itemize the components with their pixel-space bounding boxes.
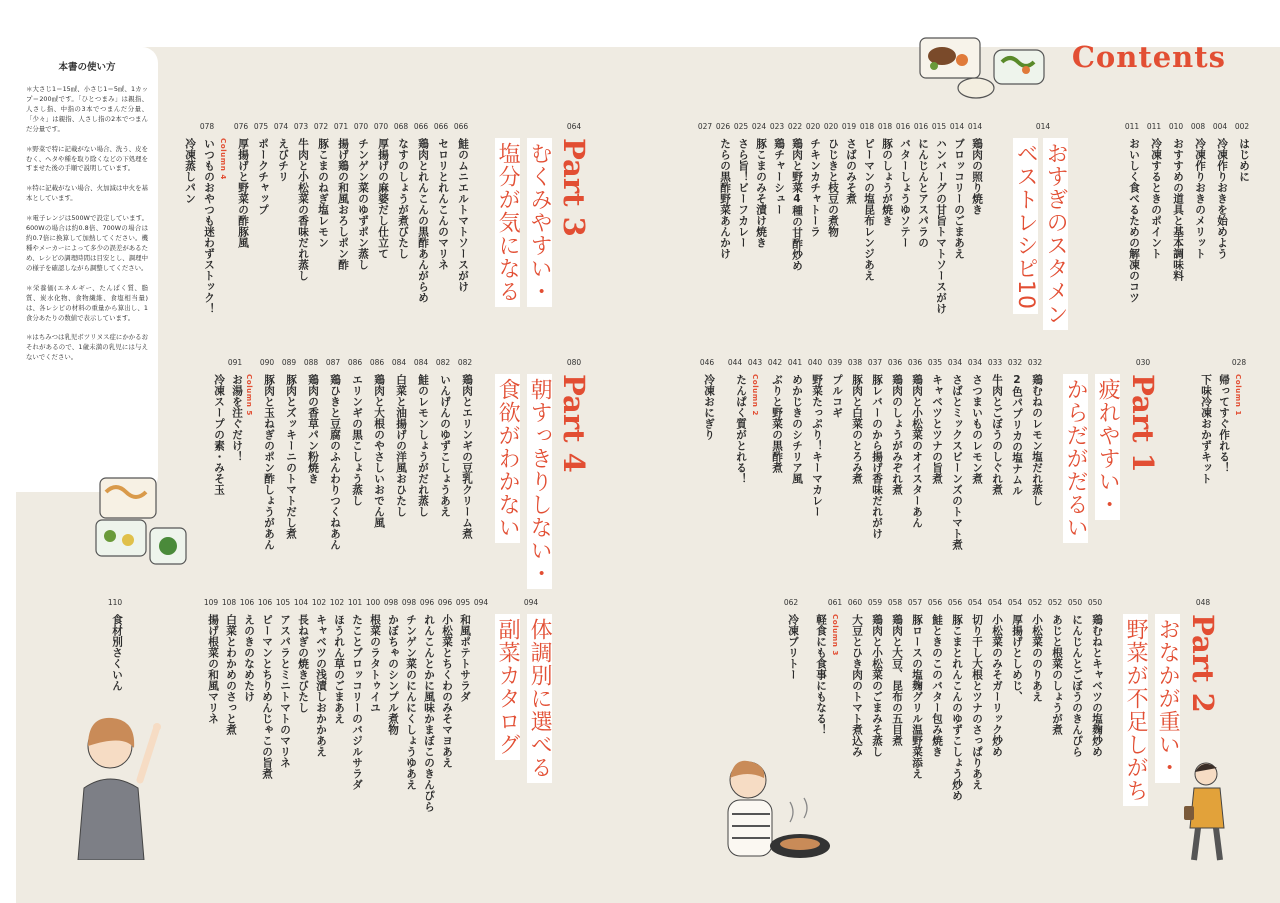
page-number: 014 xyxy=(949,122,965,131)
toc-entry[interactable]: 野菜たっぷり！キーマカレー xyxy=(811,374,823,517)
toc-entry[interactable]: 鶏肉とれんこんの黒酢あんがらめ xyxy=(417,138,429,303)
toc-entry[interactable]: にんじんとアスパラの xyxy=(917,138,929,248)
page-number: 011 xyxy=(1124,122,1140,131)
toc-entry[interactable]: えびチリ xyxy=(277,138,289,182)
usage-guide-item: ＊電子レンジは500Wで設定しています。600Wの場合は約0.8倍、700Wの場合は約0.7倍に換算して加熱してください。機種やメーカーによって多少の誤差があるため、レシピの調理時間は目安とし、調理中の様子を確認しながら調整してください。 xyxy=(26,214,148,272)
page-number: 056 xyxy=(947,598,963,607)
page-number: 104 xyxy=(293,598,309,607)
usage-guide-item: ＊特に記載がない場合、火加減は中火を基本としています。 xyxy=(26,184,148,203)
toc-entry[interactable]: かぼちゃのシンプル煮物 xyxy=(387,614,399,735)
toc-entry[interactable]: キャベツの浅漬しおかかあえ xyxy=(315,614,327,757)
toc-entry[interactable]: ひじきと枝豆の煮物 xyxy=(827,138,839,237)
part4-heading: 食欲がわかない xyxy=(495,374,520,543)
page-number: 060 xyxy=(847,598,863,607)
toc-entry[interactable]: たらの黒酢野菜あんかけ xyxy=(719,138,731,259)
part3-label: Part 3 xyxy=(557,138,591,237)
page-number: 078 xyxy=(199,122,215,131)
page-number: 026 xyxy=(715,122,731,131)
catalog-recipe-list xyxy=(107,598,489,838)
toc-entry[interactable]: 豚肉とズッキーニのトマトだし煮 xyxy=(285,374,297,539)
toc-entry[interactable]: 鶏肉と大豆、昆布の五目煮 xyxy=(891,614,903,746)
column-label: Column 4 xyxy=(219,138,228,180)
page-number: 098 xyxy=(383,598,399,607)
toc-entry[interactable]: いつものおやつも迷わずストック！ xyxy=(203,138,215,314)
toc-entry[interactable]: ピーマンとちりめんじゃこの旨煮 xyxy=(261,614,273,779)
page-number: 050 xyxy=(1067,598,1083,607)
part2-recipe-list xyxy=(776,598,1112,838)
part1-recipe-list xyxy=(690,358,1052,598)
toc-entry[interactable]: 冷凍蒸しパン xyxy=(184,138,196,204)
page-number: 023 xyxy=(769,122,785,131)
page-number: 061 xyxy=(827,598,843,607)
page-number: 016 xyxy=(913,122,929,131)
page-number: 059 xyxy=(867,598,883,607)
column-label: Column 3 xyxy=(831,614,840,656)
section-page-number: 014 xyxy=(1035,122,1051,131)
page-number: 087 xyxy=(325,358,341,367)
best-recipes-heading: ベストレシピ10 xyxy=(1013,138,1038,314)
page-number: 091 xyxy=(227,358,243,367)
page-number: 054 xyxy=(987,598,1003,607)
toc-entry[interactable]: 鮭のレモンしょうがだれ蒸し xyxy=(417,374,429,517)
toc-entry-index[interactable]: 食材別さくいん xyxy=(111,614,123,691)
page-number: 052 xyxy=(1027,598,1043,607)
part1-heading: からだがだるい xyxy=(1063,374,1088,543)
food-containers-illustration xyxy=(914,22,1052,106)
toc-entry[interactable]: 冷凍作りおきのメリット xyxy=(1194,138,1206,259)
toc-entry[interactable]: 鶏肉と小松菜のごまみそ蒸し xyxy=(871,614,883,757)
column-label: Column 5 xyxy=(245,374,254,416)
toc-entry[interactable]: 鶏むねとキャベツの塩麹炒め xyxy=(1091,614,1103,757)
toc-entry[interactable]: 和風ポテトサラダ xyxy=(459,614,471,702)
toc-entry[interactable]: 揚げ鶏の和風おろしポン酢 xyxy=(337,138,349,270)
toc-entry[interactable]: 豚肉と白菜のとろみ煮 xyxy=(851,374,863,484)
page-number: 004 xyxy=(1212,122,1228,131)
page-number: 032 xyxy=(1027,358,1043,367)
page-number: 002 xyxy=(1234,122,1250,131)
toc-entry[interactable]: ポークチャップ xyxy=(257,138,269,215)
toc-entry[interactable]: 根菜のラタトゥイユ xyxy=(369,614,381,713)
section-page-number: 080 xyxy=(566,358,582,367)
page-number: 105 xyxy=(275,598,291,607)
toc-entry[interactable]: 牛肉と小松菜の香味だれ蒸し xyxy=(297,138,309,281)
page-number: 102 xyxy=(329,598,345,607)
usage-guide-panel xyxy=(16,47,158,492)
page-number: 020 xyxy=(805,122,821,131)
toc-entry[interactable]: 冷凍おにぎり xyxy=(703,374,715,440)
page-number: 084 xyxy=(413,358,429,367)
page-number: 015 xyxy=(931,122,947,131)
page-number: 043 xyxy=(747,358,763,367)
page-number: 071 xyxy=(333,122,349,131)
page-number: 019 xyxy=(841,122,857,131)
page-number: 011 xyxy=(1146,122,1162,131)
toc-entry[interactable]: 鶏肉のしょうがみぞれ煮 xyxy=(891,374,903,495)
toc-entry[interactable]: 冷凍スープの素・みそ玉 xyxy=(213,374,225,495)
page-number: 042 xyxy=(767,358,783,367)
best-recipes-heading: おすぎのスタメン xyxy=(1043,138,1068,330)
page-number: 101 xyxy=(347,598,363,607)
toc-entry[interactable]: エリンギの黒こしょう蒸し xyxy=(351,374,363,506)
toc-entry[interactable]: 豚レバーのから揚げ香味だれがけ xyxy=(871,374,883,539)
toc-entry[interactable]: 揚げ根菜の和風マリネ xyxy=(207,614,219,724)
toc-entry[interactable]: 鮭のムニエルトマトソースがけ xyxy=(457,138,469,292)
page-number: 014 xyxy=(967,122,983,131)
toc-entry[interactable]: 鶏肉の香草パン粉焼き xyxy=(307,374,319,484)
toc-entry[interactable]: ほうれん草のごまあえ xyxy=(333,614,345,724)
page-number: 100 xyxy=(365,598,381,607)
toc-entry[interactable]: チンゲン菜のゆずポン蒸し xyxy=(357,138,369,270)
page-number: 018 xyxy=(877,122,893,131)
toc-entry[interactable]: さつまいものレモン煮 xyxy=(971,374,983,484)
part2-label: Part 2 xyxy=(1186,614,1220,713)
part4-label: Part 4 xyxy=(557,374,591,473)
page-number: 106 xyxy=(239,598,255,607)
page-number: 073 xyxy=(293,122,309,131)
toc-entry[interactable]: セロリとれんこんのマリネ xyxy=(437,138,449,270)
toc-entry[interactable]: 鶏肉とエリンギの豆乳クリーム煮 xyxy=(461,374,473,539)
part1-label: Part 1 xyxy=(1126,374,1160,473)
toc-entry[interactable]: 鶏肉の照り焼き xyxy=(971,138,983,215)
toc-entry[interactable]: チキンカチャトーラ xyxy=(809,138,821,237)
intro-section xyxy=(1115,122,1255,322)
page-number: 086 xyxy=(347,358,363,367)
page-number: 056 xyxy=(927,598,943,607)
usage-guide-title: 本書の使い方 xyxy=(58,62,116,73)
page-number: 110 xyxy=(107,598,123,607)
toc-entry[interactable]: えのきのなめたけ xyxy=(243,614,255,702)
page-number: 058 xyxy=(887,598,903,607)
page-number: 024 xyxy=(751,122,767,131)
page-number: 084 xyxy=(391,358,407,367)
toc-entry[interactable]: キャベツとツナの旨煮 xyxy=(931,374,943,484)
page-number: 088 xyxy=(303,358,319,367)
toc-entry[interactable]: 鶏むねのレモン塩だれ蒸し xyxy=(1031,374,1043,506)
part3-heading: むくみやすい・ xyxy=(527,138,552,307)
part1-heading: 疲れやすい・ xyxy=(1095,374,1120,520)
page-number: 022 xyxy=(787,122,803,131)
catalog-heading: 副菜カタログ xyxy=(495,614,520,760)
page-number: 108 xyxy=(221,598,237,607)
toc-entry[interactable]: 白菜と油揚げの洋風おひたし xyxy=(395,374,407,517)
toc-entry[interactable]: 厚揚げの麻婆だし仕立て xyxy=(377,138,389,259)
toc-entry[interactable]: めかじきのシチリア風 xyxy=(791,374,803,484)
toc-entry[interactable]: 鮭ときのこのバター包み焼き xyxy=(931,614,943,757)
page-number: 096 xyxy=(419,598,435,607)
part2-heading: おなかが重い・ xyxy=(1155,614,1180,783)
toc-entry[interactable]: ピーマンの塩昆布レンジあえ xyxy=(863,138,875,281)
page-number: 038 xyxy=(847,358,863,367)
page-number: 016 xyxy=(895,122,911,131)
section-page-number: 094 xyxy=(523,598,539,607)
page-number: 102 xyxy=(311,598,327,607)
toc-entry[interactable]: おいしく食べるための解凍のコツ xyxy=(1128,138,1140,303)
toc-entry[interactable]: 豚肉と玉ねぎのポン酢しょうがあん xyxy=(263,374,275,550)
page-number: 068 xyxy=(393,122,409,131)
toc-entry[interactable]: 小松菜のみそガーリック炒め xyxy=(991,614,1003,757)
toc-entry[interactable]: ブロッコリーのごまあえ xyxy=(953,138,965,259)
toc-entry[interactable]: バターしょうゆソテー xyxy=(899,138,911,248)
toc-entry[interactable]: いんげんのゆずこしょうあえ xyxy=(439,374,451,517)
page-number: 037 xyxy=(867,358,883,367)
toc-entry[interactable]: はじめに xyxy=(1238,138,1250,182)
page-number: 082 xyxy=(457,358,473,367)
page-number: 054 xyxy=(1007,598,1023,607)
toc-entry[interactable]: 切り干し大根とツナのさっぱりあえ xyxy=(971,614,983,790)
toc-entry[interactable]: 下味冷凍おかずキット xyxy=(1200,374,1212,484)
man-with-bag-illustration xyxy=(1182,760,1234,864)
page-number: 028 xyxy=(1231,358,1247,367)
page-number: 074 xyxy=(273,122,289,131)
page-number: 046 xyxy=(699,358,715,367)
page-number: 036 xyxy=(887,358,903,367)
toc-entry[interactable]: なすのしょうが煮びたし xyxy=(397,138,409,259)
toc-entry[interactable]: 豚こまのみそ漬け焼き xyxy=(755,138,767,248)
part4-recipe-list xyxy=(200,358,480,598)
toc-entry[interactable]: 小松菜とちくわのみそマヨあえ xyxy=(441,614,453,768)
page-number: 018 xyxy=(859,122,875,131)
toc-entry[interactable]: にんじんとごぼうのきんぴら xyxy=(1071,614,1083,757)
page-number: 052 xyxy=(1047,598,1063,607)
toc-entry[interactable]: 厚揚げと野菜の酢豚風 xyxy=(237,138,249,248)
toc-entry[interactable]: たことブロッコリーのバジルサラダ xyxy=(351,614,363,790)
part3-recipe-list xyxy=(164,122,474,362)
section-page-number: 048 xyxy=(1195,598,1211,607)
page-number: 008 xyxy=(1190,122,1206,131)
toc-entry[interactable]: 鶏肉と小松菜のオイスターあん xyxy=(911,374,923,528)
toc-entry[interactable]: アスパラとミニトマトのマリネ xyxy=(279,614,291,768)
part2-heading: 野菜が不足しがち xyxy=(1123,614,1148,806)
page-number: 039 xyxy=(827,358,843,367)
toc-entry[interactable]: 小松菜ののりあえ xyxy=(1031,614,1043,702)
toc-entry[interactable]: ハンバーグの甘旨トマトソースがけ xyxy=(935,138,947,314)
toc-entry[interactable]: 厚揚げとしめじ、 xyxy=(1011,614,1023,702)
toc-entry[interactable]: あじと根菜のしょうが煮 xyxy=(1051,614,1063,735)
toc-entry[interactable]: 鶏肉と大根のやさしいおでん風 xyxy=(373,374,385,528)
page-number: 089 xyxy=(281,358,297,367)
page-number: 072 xyxy=(313,122,329,131)
toc-entry[interactable]: れんこんとかに風味かまぼこのきんぴら xyxy=(423,614,435,812)
page-number: 057 xyxy=(907,598,923,607)
page-number: 027 xyxy=(697,122,713,131)
column-label: Column 2 xyxy=(751,374,760,416)
toc-entry[interactable]: 白菜とわかめのさっと煮 xyxy=(225,614,237,735)
toc-entry[interactable]: 帰ってすぐ作れる！ xyxy=(1218,374,1230,473)
page-number: 070 xyxy=(373,122,389,131)
toc-entry[interactable]: 牛肉とごぼうのしぐれ煮 xyxy=(991,374,1003,495)
page-number: 034 xyxy=(967,358,983,367)
section-page-number: 030 xyxy=(1135,358,1151,367)
page-number: 082 xyxy=(435,358,451,367)
page-number: 070 xyxy=(353,122,369,131)
toc-entry[interactable]: 冷凍作りおきを始めよう xyxy=(1216,138,1228,259)
column-label: Column 1 xyxy=(1234,374,1243,416)
toc-entry[interactable]: おすすめの道具と基本調味料 xyxy=(1172,138,1184,281)
toc-entry[interactable]: 鶏ひきと豆腐のふんわりつくねあん xyxy=(329,374,341,550)
part4-heading: 朝すっきりしない・ xyxy=(527,374,552,589)
page-number: 094 xyxy=(473,598,489,607)
page-number: 035 xyxy=(927,358,943,367)
usage-guide-item: ＊野菜で特に記載がない場合、洗う、皮をむく、ヘタや種を取り除くなどの下処理をすませた後の手順で説明しています。 xyxy=(26,144,148,173)
toc-entry[interactable]: プルコギ xyxy=(831,374,843,418)
section-page-number: 064 xyxy=(566,122,582,131)
page-number: 040 xyxy=(807,358,823,367)
toc-entry[interactable]: 軽食にも食事にもなる！ xyxy=(815,614,827,735)
page-number: 010 xyxy=(1168,122,1184,131)
page-number: 096 xyxy=(437,598,453,607)
toc-entry[interactable]: ぶりと野菜の黒酢煮 xyxy=(771,374,783,473)
page-number: 020 xyxy=(823,122,839,131)
toc-entry[interactable]: 豚こまとれんこんのゆずこしょう炒め xyxy=(951,614,963,801)
usage-guide-item: ＊はちみつは乳児ボツリヌス症にかかるおそれがあるので、1歳未満の乳児には与えないでください。 xyxy=(26,333,148,362)
page-number: 025 xyxy=(733,122,749,131)
page-number: 032 xyxy=(1007,358,1023,367)
meal-prep-containers-illustration xyxy=(92,470,192,570)
toc-entry[interactable]: お湯を注ぐだけ！ xyxy=(231,374,243,462)
contents-title: Contents xyxy=(1071,40,1226,74)
usage-guide-item: ＊栄養価(エネルギー、たんぱく質、脂質、炭水化物、食物繊維、食塩相当量)は、各レシピの材料の重量から算出し、1食分あたりの数値で表示しています。 xyxy=(26,283,148,322)
page-number: 066 xyxy=(413,122,429,131)
toc-entry[interactable]: 豚ロースの塩麹グリル温野菜添え xyxy=(911,614,923,779)
toc-entry[interactable]: 冷凍するときのポイント xyxy=(1150,138,1162,259)
page-number: 066 xyxy=(433,122,449,131)
toc-entry[interactable]: 鶏チャーシュー xyxy=(773,138,785,215)
page-number: 090 xyxy=(259,358,275,367)
page-number: 098 xyxy=(401,598,417,607)
catalog-heading: 体調別に選べる xyxy=(527,614,552,783)
page-number: 033 xyxy=(987,358,1003,367)
page-number: 109 xyxy=(203,598,219,607)
page-number: 062 xyxy=(783,598,799,607)
toc-entry[interactable]: チンゲン菜のにんにくしょうゆあえ xyxy=(405,614,417,790)
page-number: 034 xyxy=(947,358,963,367)
toc-entry[interactable]: 冷凍ブリトー xyxy=(787,614,799,680)
page-number: 050 xyxy=(1087,598,1103,607)
page-number: 036 xyxy=(907,358,923,367)
toc-entry[interactable]: 大豆とひき肉のトマト煮込み xyxy=(851,614,863,757)
toc-entry[interactable]: 2色パプリカの塩ナムル xyxy=(1011,374,1023,497)
toc-entry[interactable]: 鶏肉と野菜4種の甘酢炒め xyxy=(791,138,803,272)
page-number: 075 xyxy=(253,122,269,131)
page-number: 106 xyxy=(257,598,273,607)
page-number: 095 xyxy=(455,598,471,607)
toc-entry[interactable]: 長ねぎの焼きびたし xyxy=(297,614,309,713)
toc-entry[interactable]: さばのみそ煮 xyxy=(845,138,857,204)
best-recipes-list xyxy=(688,122,988,362)
toc-entry[interactable]: さら旨！ビーフカレー xyxy=(737,138,749,248)
page-number: 076 xyxy=(233,122,249,131)
page-number: 066 xyxy=(453,122,469,131)
part3-heading: 塩分が気になる xyxy=(495,138,520,307)
toc-entry[interactable]: たんぱく質がとれる！ xyxy=(735,374,747,484)
page-number: 041 xyxy=(787,358,803,367)
toc-entry[interactable]: 豚こまのねぎ塩レモン xyxy=(317,138,329,248)
page-number: 054 xyxy=(967,598,983,607)
toc-entry[interactable]: 豚のしょうが焼き xyxy=(881,138,893,226)
toc-entry[interactable]: さばとミックスビーンズのトマト煮 xyxy=(951,374,963,550)
usage-guide-item: ＊大さじ1＝15㎖、小さじ1＝5㎖、1カップ＝200㎖です。「ひとつまみ」は親指、人さし指、中指の3本でつまんだ分量、「少々」は親指、人さし指の2本でつまんだ分量です。 xyxy=(26,85,148,133)
page-number: 086 xyxy=(369,358,385,367)
page-number: 044 xyxy=(727,358,743,367)
